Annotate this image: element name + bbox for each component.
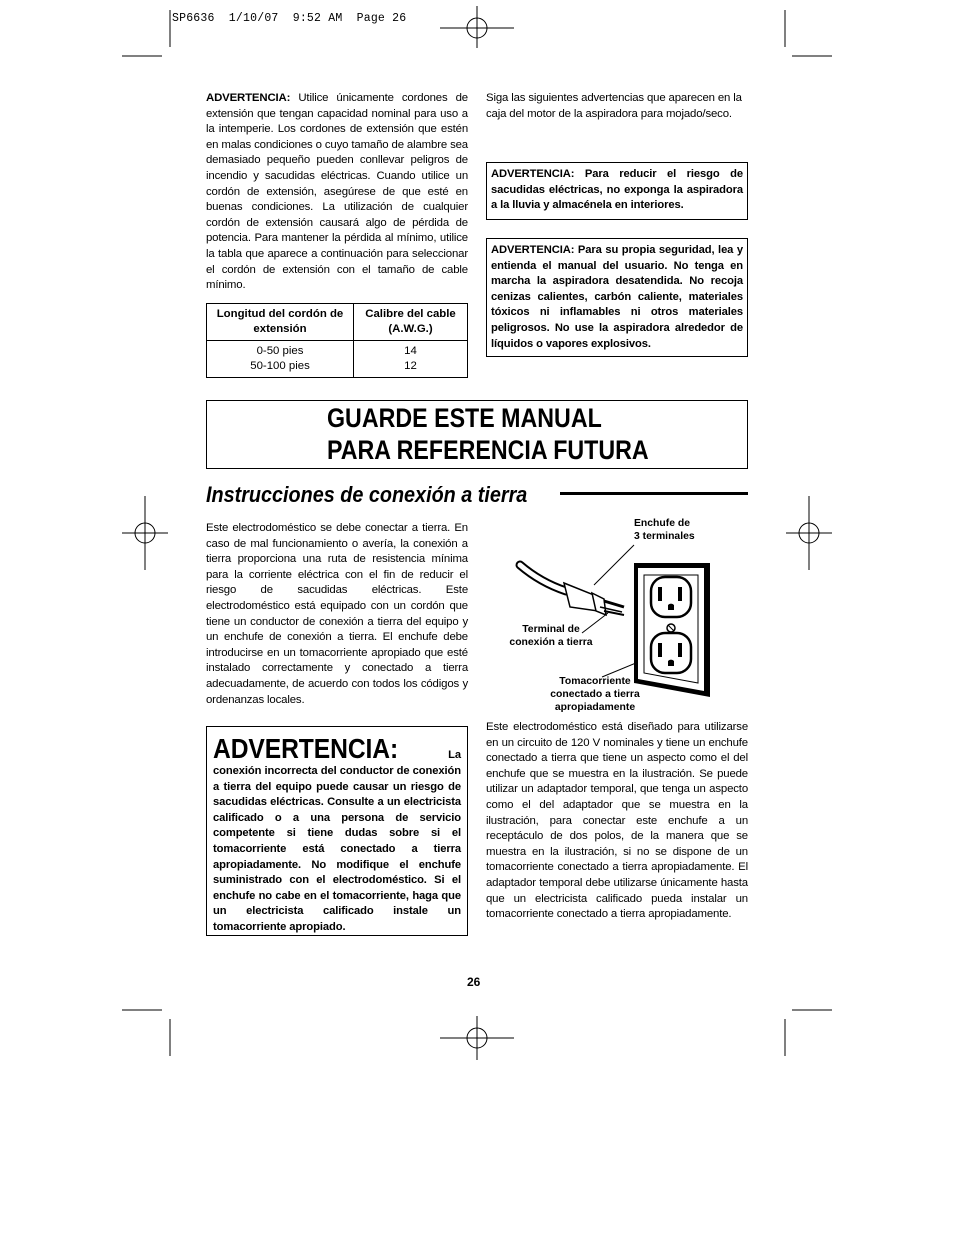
grounding-warning-text: La conexión incorrecta del conductor de conexión a tierra del equipo puede causar un riesgo de sacudidas eléctricas. Consulte a un electricista calificado o a una persona de servicio competente si tiene dudas sobre si el tomacorriente está conectado a tierra apropiadamente. No modifique el enchufe suministrado con el electrodoméstico. Si el enchufe no cabe en el tomacorriente, haga que un electricista calificado instale un tomacorriente apropiado. [213,749,461,933]
target-bottom [440,1016,514,1060]
label-ground-line1: Terminal de [522,624,580,635]
section-heading: Instrucciones de conexión a tierra [206,482,528,507]
table-header: Calibre del cable (A.W.G.) [354,304,468,341]
table-cell [207,341,354,378]
target-right [786,496,832,570]
banner-line-2: PARA REFERENCIA FUTURA [327,435,649,465]
label-plug-line2: 3 terminales [634,531,695,542]
warning-lead: ADVERTENCIA: [206,92,291,104]
table-row [207,341,468,378]
grounding-warning-box [206,726,468,936]
label-plug [634,517,695,543]
target-left [122,496,168,570]
right-intro: Siga las siguientes advertencias que aparecen en la caja del motor de la aspiradora para mojado/seco. [486,92,742,120]
gauge-value: 12 [404,360,417,372]
table-cell [354,341,468,378]
target-top [440,6,514,48]
gauge-table [206,303,468,378]
label-outlet [510,675,680,714]
extension-cord-warning [206,91,468,294]
label-outlet-line2: conectado a tierra apropiadamente [550,689,640,713]
warning-text: Utilice únicamente cordones de extensión que tengan capacidad nominal para uso a la intemperie. Los cordones de extensión que estén en malas condiciones o cuyo tamaño de alambre sea demasiado pequeño pueden conllevar peligros de incendio y sacudidas eléctricas. Cuando utilice un cordón de extensión, asegúrese de que esté en buenas condiciones. La utilización de cualquier cordón de extensión causará algo de pérdida de potencia. Para mantener la pérdida al mínimo, utilice la tabla que aparece a continuación para seleccionar el cordón de extensión con el tamaño de cable mínimo. [206,92,468,292]
warning-box-rain: ADVERTENCIA: Para reducir el riesgo de sacudidas eléctricas, no exponga la aspiradora a la lluvia y almacénela en interiores. [486,162,748,220]
label-plug-line1: Enchufe de [634,518,691,529]
advertencia-title: ADVERTENCIA: [213,733,399,764]
save-manual-banner [206,400,748,469]
gauge-table-wrap [206,303,468,378]
printer-slug: SP6636 1/10/07 9:52 AM Page 26 [172,12,407,25]
banner-line-1: GUARDE ESTE MANUAL [327,403,602,433]
grounding-warning-content [213,734,461,936]
heading-rule [560,492,748,495]
grounding-text: Este electrodoméstico se debe conectar a tierra. En caso de mal funcionamiento o avería, la conexión a tierra proporciona una ruta de resistencia mínima para la corriente eléctrica con el fin de reducir el riesgo de sacudidas eléctricas. Este electrodoméstico está equipado con un cordón que tiene un conductor de conexión a tierra del equipo y un enchufe de conexión a tierra. El enchufe debe introducirse en un tomacorriente apropiado que esté instalado correctamente y conectado a tierra adecuadamente, de acuerdo con todos los códigos y ordenanzas locales. [206,522,468,706]
label-ground-line2: conexión a tierra [509,637,593,648]
label-ground-terminal [505,623,597,649]
gauge-value: 14 [404,345,417,357]
length-value: 0-50 pies [256,345,304,357]
table-header-row [207,304,468,341]
label-outlet-line1: Tomacorriente [559,676,631,687]
adapter-text: Este electrodoméstico está diseñado para utilizarse en un circuito de 120 V nominales y tiene un enchufe conectado a tierra que tiene un aspecto como el del enchufe que se muestra en la ilustración. Se puede utilizar un adaptador temporal, que tenga un aspecto como el del adaptador que se muestra en la ilustración, para conectar este enchufe a un receptáculo de dos polos, de la manera que se muestra en la ilustración, si no se dispone de un tomacorriente conectado a tierra apropiadamente. El adaptador temporal debe utilizarse únicamente hasta que un electricista calificado pueda instalar un tomacorriente conectado a tierra apropiadamente. [486,721,748,921]
page-number: 26 [467,975,481,989]
length-value: 50-100 pies [250,360,310,372]
table-header: Longitud del cordón de extensión [207,304,354,341]
warning-box-safety: ADVERTENCIA: Para su propia seguridad, lea y entienda el manual del usuario. No tenga en marcha la aspiradora desatendida. No recoja cenizas calientes, carbón caliente, materiales tóxicos ni inflamables ni otros materiales peligrosos. No use la aspiradora alrededor de líquidos o vapores explosivos. [486,238,748,357]
